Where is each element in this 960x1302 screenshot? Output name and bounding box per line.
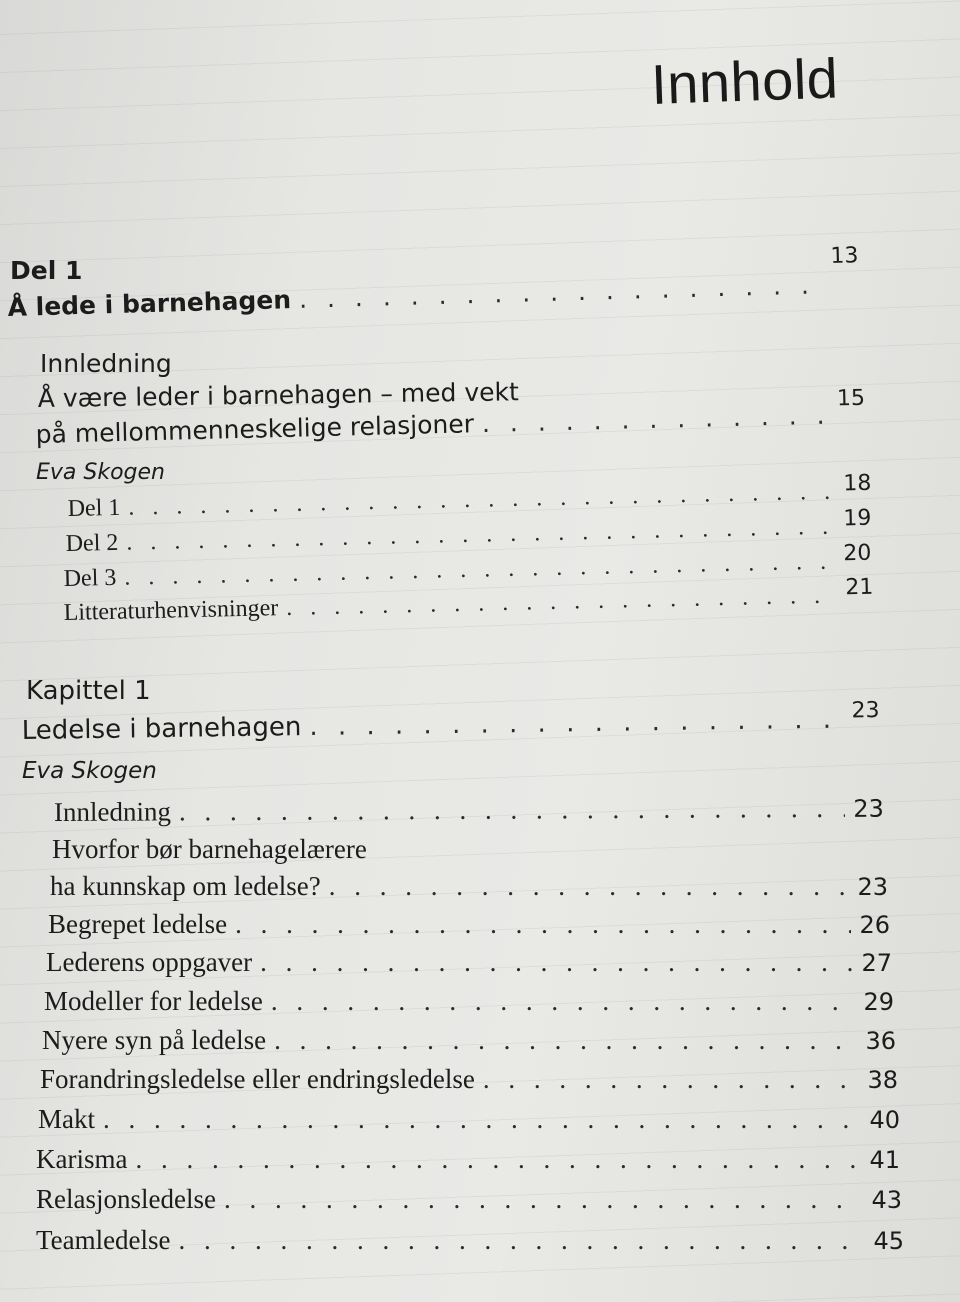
leader-dots: [103, 1104, 861, 1135]
entry-page: 45: [873, 1227, 904, 1255]
entry-page: 20: [843, 540, 872, 567]
entry-label: på mellommenneskelige relasjoner: [35, 409, 475, 449]
entry-label: Makt: [38, 1104, 95, 1134]
leader-dots: [224, 1184, 863, 1215]
entry-label: Lederens oppgaver: [46, 947, 253, 977]
leader-dots: [309, 705, 844, 742]
leader-dots: [179, 1225, 866, 1256]
entry-page: 43: [871, 1186, 902, 1214]
leader-dots: [271, 986, 856, 1017]
chapter-label: Kapittel 1: [26, 676, 151, 706]
toc-entry-chapter-title: [21, 698, 880, 746]
toc-entry-begrepet: [48, 909, 890, 940]
toc-entry-nyere: [42, 1025, 896, 1056]
leader-dots: [260, 947, 853, 978]
entry-page: 23: [851, 698, 880, 724]
toc-entry-modeller: [44, 986, 894, 1017]
entry-label: Del 2: [65, 529, 119, 558]
intro-author: Eva Skogen: [36, 460, 166, 485]
leader-dots: [235, 909, 851, 940]
entry-page: 15: [836, 385, 866, 412]
entry-label: Ledelse i barnehagen: [21, 712, 302, 746]
entry-label: Teamledelse: [36, 1225, 171, 1255]
toc-entry-hvorfor-line1: Hvorfor bør barnehagelærere: [52, 834, 367, 864]
entry-label: Litteraturhenvisninger: [63, 595, 279, 627]
entry-label: Del 1: [67, 494, 121, 523]
intro-title-line1: Å være leder i barnehagen – med vekt: [37, 377, 520, 413]
part-label: Del 1: [10, 256, 83, 285]
toc-entry-karisma: [36, 1144, 900, 1175]
entry-label: Modeller for ledelse: [44, 986, 263, 1016]
entry-label: Karisma: [36, 1144, 128, 1174]
entry-page: 38: [867, 1066, 898, 1094]
toc-entry-relasjon: [36, 1184, 902, 1215]
toc-entry-forandring: [40, 1064, 898, 1095]
intro-label: Innledning: [40, 349, 172, 378]
entry-label: Forandringsledelse eller endringsledelse: [40, 1064, 475, 1094]
entry-page: 40: [869, 1106, 900, 1134]
entry-page: 29: [863, 988, 894, 1016]
leader-dots: [274, 1025, 857, 1056]
toc-entry-innledning: [54, 793, 884, 828]
chapter-author: Eva Skogen: [22, 758, 157, 784]
leader-dots: [135, 1144, 861, 1175]
entry-page: 18: [843, 470, 872, 497]
entry-page: 26: [859, 911, 890, 939]
entry-page: 36: [865, 1027, 896, 1055]
entry-label: Del 3: [63, 564, 117, 593]
toc-entry-makt: [38, 1104, 900, 1135]
leader-dots: [483, 1064, 860, 1095]
page-title: Innhold: [650, 46, 840, 116]
leader-dots: [329, 871, 850, 902]
entry-label: Nyere syn på ledelse: [42, 1025, 267, 1055]
entry-label: Å lede i barnehagen: [7, 285, 292, 322]
entry-label: Innledning: [53, 796, 171, 827]
entry-label: Relasjonsledelse: [36, 1184, 216, 1214]
leader-dots: [482, 401, 830, 438]
toc-entry-team: [36, 1225, 904, 1256]
entry-page: 23: [857, 873, 888, 901]
entry-label: Begrepet ledelse: [48, 909, 228, 939]
entry-page: 19: [843, 505, 872, 532]
leader-dots: [299, 270, 824, 314]
entry-page: 27: [861, 949, 892, 977]
entry-page: 23: [853, 794, 884, 823]
toc-entry-part-title: [7, 243, 859, 322]
leader-dots: [286, 582, 838, 622]
entry-label: ha kunnskap om ledelse?: [50, 871, 321, 901]
toc-entry-lederens: [46, 947, 892, 978]
toc-entry-hvorfor: [50, 871, 888, 902]
entry-page: 21: [845, 574, 874, 601]
leader-dots: [179, 793, 846, 827]
entry-page: 13: [830, 243, 859, 270]
entry-page: 41: [869, 1146, 900, 1174]
